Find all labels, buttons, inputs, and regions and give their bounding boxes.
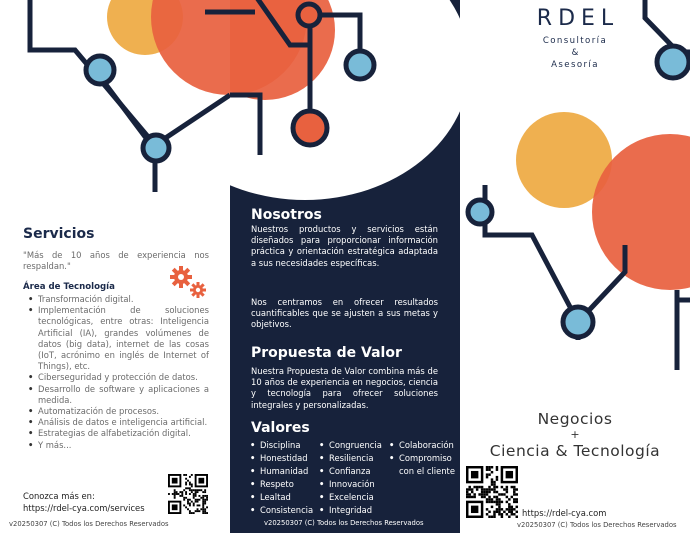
footer-text: v20250307 (C) Todos los Derechos Reservados bbox=[9, 520, 169, 528]
list-item: • Honestidad bbox=[249, 452, 321, 465]
list-item: • Transformación digital. bbox=[27, 294, 209, 305]
experience-quote: "Más de 10 años de experiencia nos respaldan." bbox=[23, 250, 209, 272]
list-item: • Implementación de soluciones tecnológicas, entre otras: Inteligencia Artificial (IA), grandes volúmenes de datos (big data), internet de las cosas (IoT, acrónimo en inglés de Internet of Things), etc. bbox=[27, 305, 209, 372]
services-link[interactable]: https://rdel-cya.com/services bbox=[23, 503, 145, 513]
footer-text: v20250307 (C) Todos los Derechos Reservados bbox=[264, 519, 424, 527]
cover-panel bbox=[460, 0, 690, 533]
list-item: • Humanidad bbox=[249, 465, 321, 478]
list-item: • Confianza bbox=[318, 465, 394, 478]
propuesta-text: Nuestra Propuesta de Valor combina más de 10 años de experiencia en negocios, ciencia y tecnología para ofrecer soluciones integrales y personalizadas. bbox=[251, 366, 438, 410]
brand-subtitle: Asesoría bbox=[551, 60, 599, 70]
nosotros-paragraph: Nos centramos en ofrecer resultados cuantificables que se ajusten a sus metas y objetivos. bbox=[251, 297, 438, 330]
list-item: • Respeto bbox=[249, 478, 321, 491]
propuesta-title: Propuesta de Valor bbox=[251, 345, 402, 361]
circuit-decoration bbox=[0, 0, 230, 225]
list-item: • Excelencia bbox=[318, 491, 394, 504]
nosotros-title: Nosotros bbox=[251, 207, 322, 223]
about-panel bbox=[230, 0, 460, 533]
brand-subtitle: Consultoría bbox=[542, 36, 608, 46]
tagline: Ciencia & Tecnología bbox=[489, 442, 661, 460]
qr-code bbox=[168, 474, 208, 514]
brand-subtitle: & bbox=[571, 48, 579, 58]
brand-name: RDEL bbox=[536, 6, 620, 31]
tagline: + bbox=[570, 428, 580, 441]
list-item: • Congruencia bbox=[318, 439, 394, 452]
list-item: • Colaboración bbox=[388, 439, 460, 452]
nosotros-paragraph: Nuestros productos y servicios están diseñados para proporcionar información práctica y orientación estratégica adaptada a sus necesidades específicas. bbox=[251, 224, 438, 268]
list-item: • Desarrollo de software y aplicaciones a medida. bbox=[27, 384, 209, 406]
services-panel bbox=[0, 0, 230, 533]
services-list bbox=[27, 294, 209, 451]
list-item: • Compromiso con el cliente bbox=[388, 452, 460, 478]
valores-list bbox=[249, 439, 321, 517]
tagline: Negocios bbox=[537, 410, 613, 428]
list-item: • Ciberseguridad y protección de datos. bbox=[27, 372, 209, 383]
services-title: Servicios bbox=[23, 226, 95, 242]
list-item: • Análisis de datos e inteligencia artificial. bbox=[27, 417, 209, 428]
list-item: • Innovación bbox=[318, 478, 394, 491]
website-link[interactable]: https://rdel-cya.com bbox=[522, 508, 607, 518]
list-item: • Automatización de procesos. bbox=[27, 406, 209, 417]
list-item: • Consistencia bbox=[249, 504, 321, 517]
valores-list bbox=[388, 439, 460, 478]
more-label: Conozca más en: bbox=[23, 491, 95, 501]
list-item: • Resiliencia bbox=[318, 452, 394, 465]
area-title: Área de Tecnología bbox=[23, 282, 115, 292]
valores-title: Valores bbox=[251, 420, 310, 436]
footer-text: v20250307 (C) Todos los Derechos Reservados bbox=[517, 521, 677, 529]
qr-code bbox=[466, 466, 518, 518]
circuit-decoration bbox=[230, 0, 460, 200]
list-item: • Lealtad bbox=[249, 491, 321, 504]
circuit-decoration bbox=[460, 0, 690, 400]
valores-list bbox=[318, 439, 394, 517]
list-item: • Y más... bbox=[27, 440, 209, 451]
list-item: • Integridad bbox=[318, 504, 394, 517]
list-item: • Disciplina bbox=[249, 439, 321, 452]
list-item: • Estrategias de alfabetización digital. bbox=[27, 428, 209, 439]
